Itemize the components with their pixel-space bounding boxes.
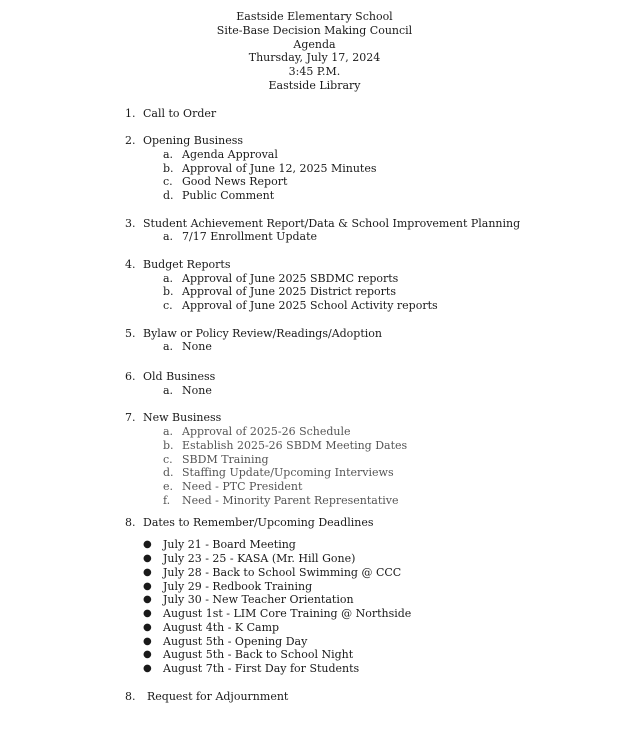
section-number: 7. xyxy=(125,411,136,424)
sub-item-text: Agenda Approval xyxy=(182,148,278,161)
sub-item-text: Approval of 2025-26 Schedule xyxy=(182,425,351,438)
date-text: July 30 - New Teacher Orientation xyxy=(163,593,354,606)
date-text: August 5th - Back to School Night xyxy=(163,648,354,661)
section-title: New Business xyxy=(143,411,222,424)
sub-item-letter: d. xyxy=(163,189,174,202)
section-title: Request for Adjournment xyxy=(147,690,289,703)
sub-item-letter: a. xyxy=(163,148,174,161)
sub-item-text: None xyxy=(182,340,212,353)
bullet-icon: ● xyxy=(143,539,152,550)
section-title: Old Business xyxy=(143,370,216,383)
sub-item-letter: a. xyxy=(163,272,174,285)
date-text: July 28 - Back to School Swimming @ CCC xyxy=(163,566,402,579)
sub-item-letter: d. xyxy=(163,466,174,479)
date-text: July 29 - Redbook Training xyxy=(163,580,313,593)
sub-item-letter: a. xyxy=(163,230,174,243)
sub-item-letter: a. xyxy=(163,425,174,438)
bullet-icon: ● xyxy=(143,649,152,660)
bullet-icon: ● xyxy=(143,663,152,674)
bullet-icon: ● xyxy=(143,622,152,633)
council-name: Site-Base Decision Making Council xyxy=(216,23,413,37)
sub-item-text: Approval of June 2025 School Activity reports xyxy=(182,299,438,312)
sub-item-text: Good News Report xyxy=(182,175,288,188)
meeting-location: Eastside Library xyxy=(268,78,361,92)
sub-item-letter: b. xyxy=(163,162,174,175)
sub-item-text: Need - Minority Parent Representative xyxy=(182,494,399,507)
sub-item-letter: b. xyxy=(163,285,174,298)
sub-item-letter: e. xyxy=(163,480,174,493)
document-type: Agenda xyxy=(293,37,336,51)
sub-item-text: SBDM Training xyxy=(182,453,269,466)
section-title: Dates to Remember/Upcoming Deadlines xyxy=(143,516,374,529)
section-title: Call to Order xyxy=(143,107,217,120)
sub-item-text: 7/17 Enrollment Update xyxy=(182,230,318,243)
section-title: Bylaw or Policy Review/Readings/Adoption xyxy=(143,327,382,340)
date-text: August 5th - Opening Day xyxy=(163,635,308,648)
date-text: July 21 - Board Meeting xyxy=(163,538,296,551)
date-text: August 4th - K Camp xyxy=(163,621,280,634)
bullet-icon: ● xyxy=(143,553,152,564)
bullet-icon: ● xyxy=(143,636,152,647)
sub-item-text: Establish 2025-26 SBDM Meeting Dates xyxy=(182,439,408,452)
section-number: 8. xyxy=(125,690,136,703)
meeting-date: Thursday, July 17, 2024 xyxy=(248,51,381,65)
sub-item-letter: a. xyxy=(163,340,174,353)
section-number: 3. xyxy=(125,217,136,230)
sub-item-text: Approval of June 2025 SBDMC reports xyxy=(182,272,399,285)
sub-item-text: Need - PTC President xyxy=(182,480,303,493)
section-title: Student Achievement Report/Data & School Improvement Planning xyxy=(143,217,521,230)
section-number: 5. xyxy=(125,327,136,340)
school-name: Eastside Elementary School xyxy=(236,10,393,23)
date-text: August 1st - LIM Core Training @ Northside xyxy=(163,607,412,620)
date-text: July 23 - 25 - KASA (Mr. Hill Gone) xyxy=(163,552,356,565)
bullet-icon: ● xyxy=(143,608,152,619)
section-number: 1. xyxy=(125,107,136,120)
sub-item-letter: a. xyxy=(163,384,174,397)
sub-item-letter: f. xyxy=(163,494,171,507)
sub-item-text: Approval of June 12, 2025 Minutes xyxy=(182,162,377,175)
sub-item-text: Public Comment xyxy=(182,189,275,202)
section-title: Budget Reports xyxy=(143,258,231,271)
date-text: August 7th - First Day for Students xyxy=(163,662,360,675)
sub-item-letter: c. xyxy=(163,175,173,188)
section-number: 6. xyxy=(125,370,136,383)
sub-item-letter: b. xyxy=(163,439,174,452)
sub-item-text: Approval of June 2025 District reports xyxy=(182,285,396,298)
sub-item-letter: c. xyxy=(163,453,173,466)
section-number: 8. xyxy=(125,516,136,529)
meeting-time: 3:45 P.M. xyxy=(288,65,341,79)
bullet-icon: ● xyxy=(143,567,152,578)
bullet-icon: ● xyxy=(143,581,152,592)
section-number: 2. xyxy=(125,134,136,147)
sub-item-text: Staffing Update/Upcoming Interviews xyxy=(182,466,394,479)
section-number: 4. xyxy=(125,258,136,271)
document-header xyxy=(0,10,629,93)
sub-item-text: None xyxy=(182,384,212,397)
section-title: Opening Business xyxy=(143,134,244,147)
sub-item-letter: c. xyxy=(163,299,173,312)
bullet-icon: ● xyxy=(143,594,152,605)
